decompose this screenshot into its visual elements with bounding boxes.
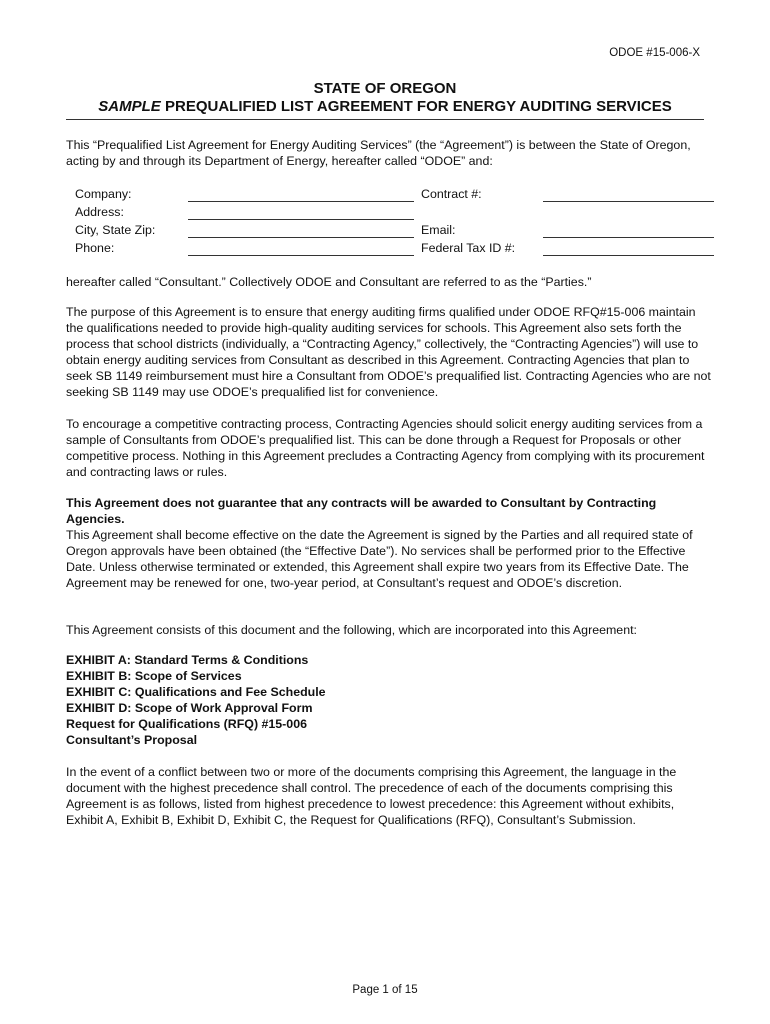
- title-divider: [66, 119, 704, 120]
- exhibit-item: Consultant’s Proposal: [66, 733, 198, 747]
- consists-paragraph: This Agreement consists of this document and the following, which are incorporated into this Agreement:: [66, 623, 637, 637]
- exhibit-item: EXHIBIT B: Scope of Services: [66, 669, 242, 683]
- city-state-zip-field[interactable]: [188, 237, 414, 238]
- effective-date-paragraph: This Agreement shall become effective on the date the Agreement is signed by the Parties and all required state of Oregon approvals have been obtained (the “Effective Date”). No services shall be performed prior to the Effective Date. Unless otherwise terminated or extended, this Agreement shall expire two years from its Effective Date. The Agreement may be renewed for one, two-year period, at Consultant’s request and ODOE’s discretion.: [66, 528, 693, 590]
- company-field[interactable]: [188, 201, 414, 202]
- title-sample-word: SAMPLE: [98, 98, 161, 115]
- exhibit-item: EXHIBIT A: Standard Terms & Conditions: [66, 653, 309, 667]
- company-label: Company:: [75, 187, 132, 201]
- federal-tax-id-field[interactable]: [543, 255, 714, 256]
- contract-number-label: Contract #:: [421, 187, 482, 201]
- email-field[interactable]: [543, 237, 714, 238]
- email-label: Email:: [421, 223, 456, 237]
- page-number: Page 1 of 15: [352, 984, 418, 996]
- page-title-state: STATE OF OREGON: [313, 80, 457, 97]
- precedence-paragraph: In the event of a conflict between two or more of the documents comprising this Agreement, the language in the document with the highest precedence shall control. The precedence of each of the documents comprising this Agreement is as follows, listed from highest precedence to lowest precedence: this Agreement without exhibits, Exhibit A, Exhibit B, Exhibit D, Exhibit C, the Request for Qualifications (RFQ), Consultant’s Submission.: [66, 765, 677, 827]
- no-guarantee-paragraph: This Agreement does not guarantee that any contracts will be awarded to Consultant by Contracting Agencies.: [66, 496, 657, 526]
- intro-paragraph: This “Prequalified List Agreement for Energy Auditing Services” (the “Agreement”) is between the State of Oregon, acting by and through its Department of Energy, hereafter called “ODOE” and:: [66, 138, 691, 168]
- phone-field[interactable]: [188, 255, 414, 256]
- city-state-zip-label: City, State Zip:: [75, 223, 156, 237]
- exhibit-item: EXHIBIT C: Qualifications and Fee Schedule: [66, 685, 326, 699]
- contract-number-field[interactable]: [543, 201, 714, 202]
- competitive-paragraph: To encourage a competitive contracting process, Contracting Agencies should solicit energy auditing services from a sample of Consultants from ODOE’s prequalified list. This can be done through a Request for Proposals or other competitive process. Nothing in this Agreement precludes a Contracting Agency from complying with its procurement and contracting laws or rules.: [66, 417, 705, 479]
- document-id: ODOE #15-006-X: [609, 47, 700, 59]
- exhibit-item: EXHIBIT D: Scope of Work Approval Form: [66, 701, 313, 715]
- purpose-paragraph: The purpose of this Agreement is to ensure that energy auditing firms qualified under ODOE RFQ#15-006 maintain the qualifications needed to provide high-quality auditing services for schools. This Agreement also sets forth the process that school districts (individually, a “Contracting Agency,” collectively, the “Contracting Agencies”) will use to obtain energy auditing services from Consultant as described in this Agreement. Contracting Agencies that plan to seek SB 1149 reimbursement must hire a Consultant from ODOE’s prequalified list. Contracting Agencies who are not seeking SB 1149 may use ODOE’s prequalified list for convenience.: [66, 305, 711, 399]
- exhibit-list: [66, 652, 326, 748]
- title-rest: PREQUALIFIED LIST AGREEMENT FOR ENERGY AUDITING SERVICES: [160, 98, 672, 115]
- address-label: Address:: [75, 205, 124, 219]
- exhibit-item: Request for Qualifications (RFQ) #15-006: [66, 717, 307, 731]
- parties-paragraph: hereafter called “Consultant.” Collectively ODOE and Consultant are referred to as the “Parties.”: [66, 275, 592, 289]
- phone-label: Phone:: [75, 241, 115, 255]
- address-field[interactable]: [188, 219, 414, 220]
- federal-tax-id-label: Federal Tax ID #:: [421, 241, 516, 255]
- page-title: [0, 98, 770, 115]
